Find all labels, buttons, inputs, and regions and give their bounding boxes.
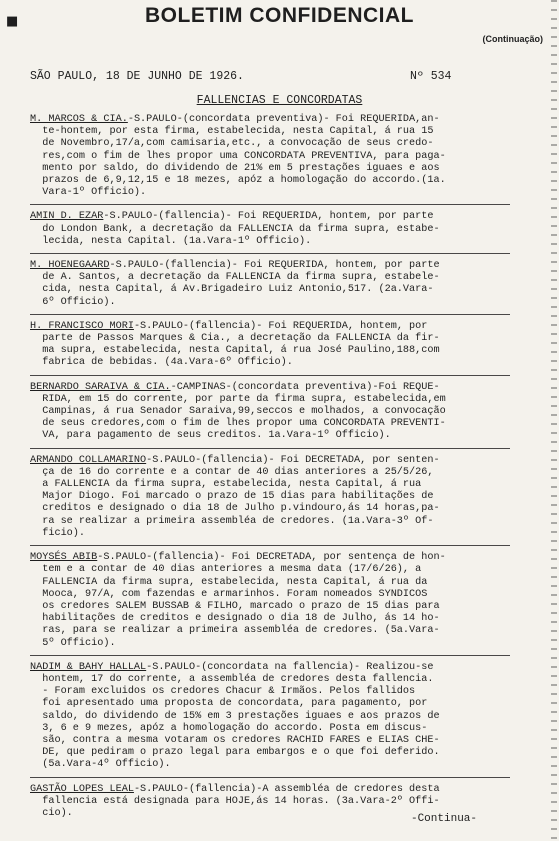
entry-text: fallencia está designada para HOJE,ás 14 horas. (3a.Vara-2º Offi-: [30, 795, 440, 807]
entry-line: [30, 455, 542, 467]
entry-company-name: M. MARCOS & CIA.: [30, 114, 128, 125]
entry-line: [30, 723, 542, 735]
entry-line: [30, 126, 542, 138]
entry-line: [30, 516, 542, 528]
entry-text: a FALLENCIA da firma supra, estabelecida, nesta Capital, á rua: [30, 479, 422, 491]
entry-line: [30, 491, 542, 503]
entry-text: cio).: [30, 807, 73, 819]
entry-text: de Novembro,17/a,com camisaria,etc., a convocação de seus credo-: [30, 138, 434, 150]
entry-text: Mooca, 97/A, com fazendas e armarinhos. Foram nomeados SYNDICOS: [30, 588, 428, 600]
entry-text: -S.PAULO-(fallencia)- Foi DECRETADA, por sentença de hon-: [97, 552, 446, 564]
entry-line: [30, 613, 542, 625]
entry-text: saldo, do dividendo de 15% em 3 prestações iguaes e aos prazos de: [30, 710, 440, 722]
entries-list: [30, 114, 542, 820]
entry-line: [30, 503, 542, 515]
entry-text: os credores SALEM BUSSAB & FILHO, marcado o prazo de 15 dias para: [30, 600, 440, 612]
entry-line: [30, 638, 542, 650]
entry-text: de A. Santos, a decretação da FALLENCIA da firma supra, estabele-: [30, 272, 440, 284]
entry-text: 5º Officio).: [30, 637, 116, 649]
entry-text: -S.PAULO-(fallencia)- Foi REQUERIDA, hontem, por: [133, 320, 428, 332]
entry-text: 3, 6 e 9 mezes, apóz a homologação do accordo. Posta em discus-: [30, 722, 428, 734]
entry-text: -S.PAULO-(concordata na fallencia)- Realizou-se: [146, 661, 434, 673]
entry-text: -S.PAULO-(fallencia)- Foi DECRETADA, por senten-: [146, 454, 440, 466]
entry-line: [30, 260, 542, 272]
entry-text: Campinas, á rua Senador Saraiva,99,seccos e molhados, a convocação: [30, 406, 446, 418]
entry-line: [30, 224, 542, 236]
entry-text: -S.PAULO-(concordata preventiva)- Foi REQUERIDA,an-: [127, 114, 440, 125]
entry-company-name: H. FRANCISCO MORI: [30, 320, 134, 332]
entry-company-name: ARMANDO COLLAMARINO: [30, 454, 147, 466]
entry-line: [30, 625, 542, 637]
entry-company-name: BERNARDO SARAIVA & CIA.: [30, 381, 171, 393]
entry-company-name: GASTÃO LOPES LEAL: [30, 783, 134, 795]
entry-line: [30, 211, 542, 223]
entry-line: [30, 784, 542, 796]
entry-line: [30, 735, 542, 747]
entry-divider: [30, 204, 510, 205]
entry-block: [30, 211, 542, 248]
entry-text: te-hontem, por esta firma, estabelecida, nesta Capital, á rua 15: [30, 126, 434, 138]
entry-text: ficio).: [30, 527, 86, 539]
entry-block: [30, 455, 542, 540]
entry-line: [30, 272, 542, 284]
entry-text: ça de 16 do corrente e a contar de 40 dias anteriores a 25/5/26,: [30, 466, 434, 478]
entry-text: de seus credores,com o fim de lhes propor uma CONCORDATA PREVENTI-: [30, 418, 446, 430]
entry-company-name: AMIN D. EZAR: [30, 211, 104, 223]
entry-text: parte de Passos Marques & Cia., a decretação da FALLENCIA da fir-: [30, 333, 440, 345]
entry-line: [30, 394, 542, 406]
entry-line: [30, 662, 542, 674]
entry-company-name: M. HOENEGAARD: [30, 260, 110, 272]
entry-line: [30, 418, 542, 430]
entry-text: -CAMPINAS-(concordata preventiva)-Foi REQUE-: [170, 381, 440, 393]
entry-text: lecida, nesta Capital. (1a.Vara-1º Officio).: [30, 235, 312, 247]
entry-text: cida, nesta Capital, á Av.Brigadeiro Luiz Antonio,517. (2a.Vara-: [30, 284, 434, 296]
entry-text: ma supra, estabelecida, nesta Capital, á rua José Paulino,188,com: [30, 345, 440, 357]
entry-line: [30, 564, 542, 576]
entry-block: [30, 552, 542, 650]
entry-text: - Foram excluidos os credores Chacur & Irmãos. Pelos fallidos: [30, 686, 416, 698]
entry-line: [30, 698, 542, 710]
entry-line: [30, 345, 542, 357]
entry-line: [30, 589, 542, 601]
entry-text: -S.PAULO-(fallencia)- Foi REQUERIDA, hontem, por parte: [103, 211, 434, 223]
entry-text: (5a.Vara-4º Officio).: [30, 759, 171, 771]
entry-line: [30, 284, 542, 296]
entry-line: [30, 297, 542, 309]
entry-text: DE, que pediram o prazo legal para embargos e o que foi deferido.: [30, 747, 440, 759]
entry-line: [30, 747, 542, 759]
entry-text: fabrica de bebidas. (4a.Vara-6º Officio).: [30, 357, 293, 369]
entry-text: -S.PAULO-(fallencia)- Foi REQUERIDA, hontem, por parte: [109, 260, 440, 272]
entry-text: tem e a contar de 40 dias anteriores a mesma data (17/6/26), a: [30, 564, 422, 576]
entry-divider: [30, 375, 510, 376]
entry-divider: [30, 253, 510, 254]
entry-line: [30, 711, 542, 723]
entry-text: res,com o fim de lhes propor uma CONCORDATA PREVENTIVA, para paga-: [30, 150, 446, 162]
entry-line: [30, 796, 542, 808]
entry-divider: [30, 448, 510, 449]
entry-line: [30, 321, 542, 333]
entry-text: VA, para pagamento de seus creditos. 1a.Vara-1º Officio).: [30, 430, 391, 442]
entry-text: prazos de 6,9,12,15 e 18 mezes, apóz a homologação do accordo.(1a.: [30, 175, 446, 187]
entry-line: [30, 138, 542, 150]
entry-text: mento por saldo, do dividendo de 21% em 5 prestações iguaes e aos: [30, 162, 440, 174]
entry-text: Vara-1º Officio).: [30, 187, 147, 199]
entry-divider: [30, 777, 510, 778]
entry-line: [30, 467, 542, 479]
continua-footer: -Continua-: [410, 813, 477, 825]
entry-line: [30, 430, 542, 442]
entry-line: [30, 357, 542, 369]
entry-company-name: MOYSÉS ABIB: [30, 552, 98, 564]
page-mark-left: ■: [6, 14, 19, 29]
dateline: SÃO PAULO, 18 DE JUNHO DE 1926.: [30, 70, 244, 83]
entry-text: ras, para se realizar a primeira assembléa de credores. (5a.Vara-: [30, 625, 440, 637]
entry-line: [30, 528, 542, 540]
entry-line: [30, 686, 542, 698]
entry-line: [30, 333, 542, 345]
entry-line: [30, 552, 542, 564]
entry-line: [30, 601, 542, 613]
entry-line: [30, 759, 542, 771]
entry-line: [30, 114, 542, 126]
entry-block: [30, 662, 542, 772]
entry-block: [30, 382, 542, 443]
bulletin-title: BOLETIM CONFIDENCIAL: [145, 4, 414, 27]
continuation-label: (Continuação): [482, 34, 543, 44]
bulletin-number: Nº 534: [410, 70, 452, 83]
entry-text: RIDA, em 15 do corrente, por parte da firma supra, estabelecida,em: [30, 393, 446, 405]
entry-line: [30, 406, 542, 418]
entry-line: [30, 175, 542, 187]
entry-line: [30, 577, 542, 589]
section-title: FALLENCIAS E CONCORDATAS: [196, 94, 363, 107]
entry-text: do London Bank, a decretação da FALLENCIA da firma supra, estabe-: [30, 223, 440, 235]
entry-text: hontem, 17 do corrente, a assembléa de credores desta fallencia.: [30, 673, 434, 685]
entry-text: Major Diogo. Foi marcado o prazo de 15 dias para habilitações de: [30, 491, 434, 503]
entry-divider: [30, 545, 510, 546]
entry-line: [30, 163, 542, 175]
entry-line: [30, 151, 542, 163]
entry-block: [30, 114, 542, 199]
entry-line: [30, 479, 542, 491]
entry-line: [30, 236, 542, 248]
entry-text: -S.PAULO-(fallencia)-A assembléa de credores desta: [133, 783, 440, 795]
entry-block: [30, 321, 542, 370]
entry-divider: [30, 314, 510, 315]
entry-text: foi apresentado uma proposta de concordata, para pagamento, por: [30, 698, 428, 710]
entry-text: são, contra a mesma votaram os credores RACHID FARES e ELIAS CHE-: [30, 734, 440, 746]
entry-text: ra se realizar a primeira assembléa de credores. (1a.Vara-3º Of-: [30, 515, 434, 527]
entry-line: [30, 187, 542, 199]
entry-line: [30, 674, 542, 686]
entry-text: 6º Officio).: [30, 296, 116, 308]
entry-line: [30, 382, 542, 394]
entry-block: [30, 260, 542, 309]
entry-text: FALLENCIA da firma supra, estabelecida, nesta Capital, á rua da: [30, 576, 428, 588]
entry-text: habilitações de creditos e designado o dia 18 de Julho, ás 14 ho-: [30, 613, 440, 625]
entry-divider: [30, 655, 510, 656]
entry-company-name: NADIM & BAHY HALLAL: [30, 661, 147, 673]
page-edge-perforation: [551, 0, 557, 841]
entry-text: creditos e designado o dia 18 de Julho p.vindouro,ás 14 horas,pa-: [30, 503, 440, 515]
